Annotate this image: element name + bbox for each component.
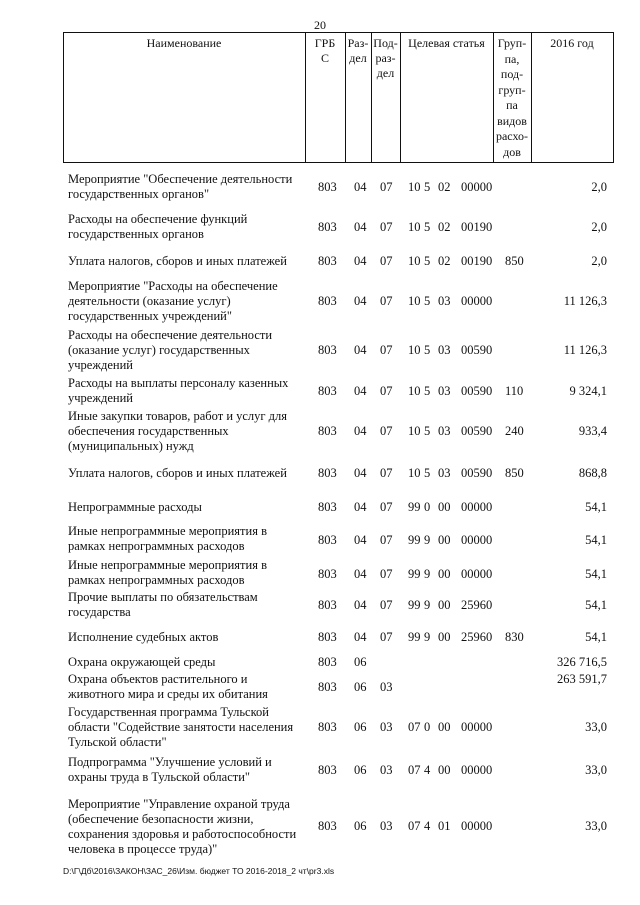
row-sum: 33,0 [585, 819, 607, 833]
row-direction: 00190 [461, 220, 493, 234]
row-name: Прочие выплаты по обязательствам государства [68, 590, 258, 619]
row-program: 07 [408, 720, 421, 734]
header-razdel: Раз- дел [347, 36, 369, 65]
row-subprogram: 0 [424, 500, 431, 514]
row-name: Уплата налогов, сборов и иных платежей [68, 254, 287, 268]
row-vr: 830 [505, 630, 524, 644]
file-path-footer: D:\Г\Дб\2016\ЗАКОН\ЗАС_26\Изм. бюджет ТО 2016-2018_2 чт\pr3.xls [63, 866, 335, 876]
row-sum: 54,1 [585, 567, 607, 581]
row-direction: 25960 [461, 598, 493, 612]
row-direction: 00000 [461, 294, 493, 308]
row-subprogram: 9 [424, 630, 431, 644]
row-razdel: 04 [354, 384, 367, 398]
row-event: 02 [438, 220, 451, 234]
row-grbs: 803 [318, 680, 337, 694]
row-name: Иные непрограммные мероприятия в рамках непрограммных расходов [68, 558, 267, 587]
row-grbs: 803 [318, 466, 337, 480]
row-razdel: 04 [354, 500, 367, 514]
row-name: Мероприятие "Расходы на обеспечение деятельности (оказание услуг) государственных учреждений" [68, 279, 278, 323]
row-razdel: 04 [354, 180, 367, 194]
row-direction: 00000 [461, 720, 493, 734]
row-event: 01 [438, 819, 451, 833]
row-event: 00 [438, 500, 451, 514]
row-podrazdel: 07 [380, 630, 393, 644]
row-event: 00 [438, 720, 451, 734]
row-direction: 00590 [461, 466, 493, 480]
row-program: 10 [408, 254, 421, 268]
row-subprogram: 5 [424, 254, 431, 268]
row-grbs: 803 [318, 819, 337, 833]
page-number: 20 [314, 18, 326, 32]
row-sum: 11 126,3 [563, 343, 607, 357]
row-event: 03 [438, 384, 451, 398]
row-program: 99 [408, 630, 421, 644]
row-program: 10 [408, 343, 421, 357]
row-podrazdel: 07 [380, 254, 393, 268]
row-podrazdel: 07 [380, 598, 393, 612]
row-direction: 00590 [461, 384, 493, 398]
row-grbs: 803 [318, 220, 337, 234]
header-name: Наименование [146, 36, 222, 50]
row-program: 99 [408, 567, 421, 581]
row-event: 03 [438, 466, 451, 480]
row-direction: 00590 [461, 343, 493, 357]
row-grbs: 803 [318, 294, 337, 308]
row-sum: 933,4 [578, 424, 607, 438]
row-razdel: 04 [354, 220, 367, 234]
row-sum: 54,1 [585, 630, 607, 644]
row-name: Государственная программа Тульской области "Содействие занятости населения Тульской области" [68, 705, 294, 749]
row-sum: 54,1 [585, 533, 607, 547]
row-name: Расходы на обеспечение функций государственных органов [68, 212, 248, 241]
row-program: 07 [408, 819, 421, 833]
row-podrazdel: 03 [380, 720, 393, 734]
row-razdel: 04 [354, 254, 367, 268]
row-sum: 54,1 [585, 500, 607, 514]
row-podrazdel: 07 [380, 466, 393, 480]
row-name: Расходы на выплаты персоналу казенных учреждений [68, 376, 289, 405]
row-direction: 00000 [461, 500, 493, 514]
row-grbs: 803 [318, 254, 337, 268]
row-razdel: 06 [354, 720, 367, 734]
row-subprogram: 0 [424, 720, 431, 734]
row-subprogram: 9 [424, 533, 431, 547]
row-podrazdel: 03 [380, 680, 393, 694]
row-direction: 00000 [461, 567, 493, 581]
row-podrazdel: 07 [380, 180, 393, 194]
row-program: 99 [408, 598, 421, 612]
row-razdel: 04 [354, 598, 367, 612]
row-program: 10 [408, 384, 421, 398]
row-name: Непрограммные расходы [68, 500, 202, 514]
row-direction: 00590 [461, 424, 493, 438]
row-direction: 00190 [461, 254, 493, 268]
row-event: 03 [438, 294, 451, 308]
row-podrazdel: 07 [380, 294, 393, 308]
row-grbs: 803 [318, 533, 337, 547]
row-name: Мероприятие "Обеспечение деятельности государственных органов" [68, 172, 293, 201]
row-sum: 868,8 [578, 466, 607, 480]
row-subprogram: 5 [424, 220, 431, 234]
row-podrazdel: 03 [380, 763, 393, 777]
row-grbs: 803 [318, 720, 337, 734]
row-event: 03 [438, 343, 451, 357]
row-sum: 54,1 [585, 598, 607, 612]
row-program: 10 [408, 466, 421, 480]
row-razdel: 06 [354, 680, 367, 694]
row-name: Исполнение судебных актов [68, 630, 219, 644]
row-sum: 2,0 [591, 254, 607, 268]
row-subprogram: 5 [424, 343, 431, 357]
row-name: Подпрограмма "Улучшение условий и охраны труда в Тульской области" [68, 755, 272, 784]
row-razdel: 04 [354, 424, 367, 438]
row-grbs: 803 [318, 567, 337, 581]
header-podrazdel: Под- раз- дел [373, 36, 398, 80]
row-podrazdel: 07 [380, 567, 393, 581]
row-program: 10 [408, 180, 421, 194]
row-event: 00 [438, 533, 451, 547]
row-podrazdel: 07 [380, 220, 393, 234]
row-podrazdel: 07 [380, 424, 393, 438]
row-name: Мероприятие "Управление охраной труда (обеспечение безопасности жизни, сохранения здоровья и работоспособности человека в процессе труда)" [68, 797, 297, 856]
row-event: 00 [438, 763, 451, 777]
row-program: 10 [408, 294, 421, 308]
row-name: Охрана объектов растительного и животного мира и среды их обитания [68, 672, 268, 701]
header-year: 2016 год [550, 36, 594, 50]
row-program: 10 [408, 424, 421, 438]
row-event: 00 [438, 630, 451, 644]
header-grbs: ГРБ С [314, 36, 336, 65]
row-direction: 00000 [461, 763, 493, 777]
row-event: 02 [438, 254, 451, 268]
row-direction: 00000 [461, 533, 493, 547]
row-event: 00 [438, 567, 451, 581]
row-sum: 2,0 [591, 220, 607, 234]
row-subprogram: 5 [424, 294, 431, 308]
row-sum: 9 324,1 [569, 384, 607, 398]
row-podrazdel: 07 [380, 343, 393, 357]
row-direction: 25960 [461, 630, 493, 644]
row-event: 03 [438, 424, 451, 438]
row-name: Расходы на обеспечение деятельности (оказание услуг) государственных учреждений [68, 328, 273, 372]
row-grbs: 803 [318, 763, 337, 777]
row-podrazdel: 03 [380, 819, 393, 833]
row-event: 02 [438, 180, 451, 194]
row-direction: 00000 [461, 180, 493, 194]
row-subprogram: 5 [424, 424, 431, 438]
row-grbs: 803 [318, 500, 337, 514]
row-grbs: 803 [318, 384, 337, 398]
row-grbs: 803 [318, 424, 337, 438]
row-razdel: 04 [354, 567, 367, 581]
row-program: 99 [408, 500, 421, 514]
row-event: 00 [438, 598, 451, 612]
row-vr: 850 [505, 254, 524, 268]
row-subprogram: 5 [424, 384, 431, 398]
row-podrazdel: 07 [380, 384, 393, 398]
row-razdel: 04 [354, 466, 367, 480]
row-sum: 326 716,5 [557, 655, 607, 669]
row-podrazdel: 07 [380, 533, 393, 547]
row-grbs: 803 [318, 630, 337, 644]
table-header [63, 32, 614, 163]
row-razdel: 04 [354, 343, 367, 357]
row-subprogram: 9 [424, 598, 431, 612]
row-subprogram: 4 [424, 763, 431, 777]
row-sum: 33,0 [585, 720, 607, 734]
row-name: Иные непрограммные мероприятия в рамках непрограммных расходов [68, 524, 267, 553]
row-sum: 2,0 [591, 180, 607, 194]
row-vr: 850 [505, 466, 524, 480]
row-subprogram: 5 [424, 180, 431, 194]
row-razdel: 04 [354, 630, 367, 644]
row-name: Уплата налогов, сборов и иных платежей [68, 466, 287, 480]
row-name: Охрана окружающей среды [68, 655, 216, 669]
row-razdel: 04 [354, 294, 367, 308]
row-razdel: 06 [354, 819, 367, 833]
row-razdel: 04 [354, 533, 367, 547]
header-vr: Груп- па, под- груп- па видов расхо- дов [495, 36, 529, 159]
header-target: Целевая статья [408, 36, 485, 50]
row-grbs: 803 [318, 598, 337, 612]
row-grbs: 803 [318, 180, 337, 194]
row-sum: 11 126,3 [563, 294, 607, 308]
row-subprogram: 5 [424, 466, 431, 480]
row-podrazdel: 07 [380, 500, 393, 514]
row-grbs: 803 [318, 655, 337, 669]
row-razdel: 06 [354, 655, 367, 669]
row-sum: 33,0 [585, 763, 607, 777]
row-sum: 263 591,7 [557, 672, 607, 686]
row-subprogram: 9 [424, 567, 431, 581]
row-program: 99 [408, 533, 421, 547]
row-vr: 110 [505, 384, 524, 398]
row-program: 10 [408, 220, 421, 234]
row-name: Иные закупки товаров, работ и услуг для обеспечения государственных (муниципальных) нужд [68, 409, 288, 453]
row-vr: 240 [505, 424, 524, 438]
row-subprogram: 4 [424, 819, 431, 833]
row-program: 07 [408, 763, 421, 777]
row-direction: 00000 [461, 819, 493, 833]
row-grbs: 803 [318, 343, 337, 357]
row-razdel: 06 [354, 763, 367, 777]
